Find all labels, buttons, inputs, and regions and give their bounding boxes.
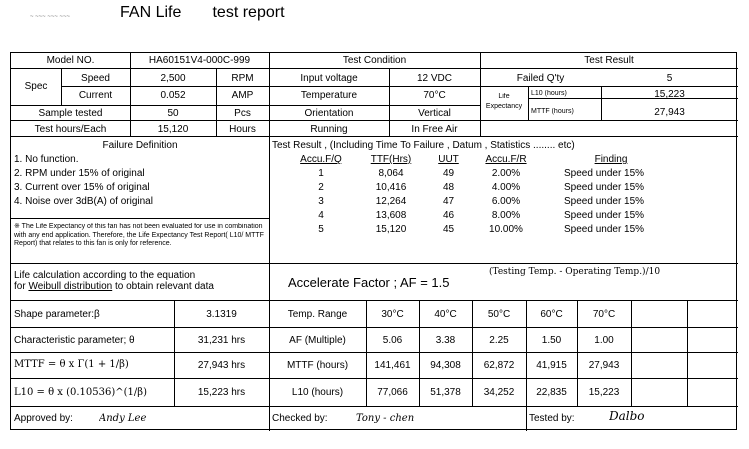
failed-qty-label: Failed Q'ty [516,73,565,84]
result-cell: Speed under 15% [564,196,645,207]
current-value: 0.052 [160,90,186,101]
result-cell: 12,264 [375,196,407,207]
orientation-value: Vertical [418,108,451,119]
l10-hours-value: 77,066 [377,387,408,398]
calc-line-2-pre: for [14,281,29,292]
mttf-hours-value: 94,308 [430,360,461,371]
l10-hours-value: 22,835 [536,387,567,398]
temp-value: 50°C [487,309,511,320]
tested-by-label: Tested by: [529,413,575,424]
temperature-value: 70°C [423,90,446,101]
mttf-hours-value: 41,915 [536,360,567,371]
af-multiple-value: 2.25 [489,335,509,346]
report-title: FAN Life test report [120,4,285,21]
test-hours-value: 15,120 [157,124,189,135]
sample-label: Sample tested [38,108,103,119]
approved-by-label: Approved by: [14,413,73,424]
result-cell: 8,064 [378,168,404,179]
failure-definition-header: Failure Definition [102,140,178,151]
af-multiple-value: 1.50 [541,335,562,346]
life-label: Life [498,93,510,100]
mttf-hours-label: MTTF (hours) [531,108,574,115]
af-multiple-value: 5.06 [382,335,403,346]
l10-hours-value: 15,223 [588,387,620,398]
speed-unit: RPM [231,73,254,84]
af-multiple-value: 3.38 [435,335,456,346]
result-cell: 4.00% [491,182,521,193]
test-hours-unit: Hours [229,124,256,135]
temp-value: 30°C [381,309,404,320]
speed-value: 2,500 [160,73,186,84]
result-cell: Speed under 15% [564,224,645,235]
weibull-link: Weibull distribution [28,281,113,292]
checked-by-label: Checked by: [272,413,328,424]
test-result-header: Test Result [584,55,634,66]
shape-parameter-label: Shape parameter:β [14,309,100,320]
test-condition-header: Test Condition [342,55,407,66]
col-finding: Finding [594,154,628,165]
model-value: HA60151V4-000C-999 [148,55,251,66]
sample-unit: Pcs [234,108,251,119]
mttf-hours-value: 27,943 [654,107,685,118]
result-cell: 49 [442,168,455,179]
report-table [10,52,737,430]
temp-range-label: Temp. Range [287,309,348,320]
running-value: In Free Air [411,124,458,135]
tested-signature: Dalbo [609,411,645,422]
mttf-hours-value: 27,943 [588,360,620,371]
mttf-hours-value: 62,872 [483,360,515,371]
af-multiple-value: 1.00 [594,335,614,346]
calc-line-1: Life calculation according to the equation [14,270,196,281]
result-cell: 45 [442,224,455,235]
model-label: Model NO. [46,55,95,66]
result-cell: Speed under 15% [564,182,645,193]
running-label: Running [310,124,348,135]
mttf-hours-row-label: MTTF (hours) [286,360,349,371]
sample-value: 50 [167,108,179,119]
life-expectancy-note: ※ The Life Expectancy of this fan has not been evaluated for use in combination with any end application. Therefore, the Life Expectancy Test Report( L10/ MTTF Report) that relates to this fan is only for reference. [14,223,264,247]
result-cell: 5 [318,224,324,235]
calc-line-2 [14,281,266,292]
input-voltage-label: Input voltage [300,73,358,84]
failure-item: 3. Current over 15% of original [14,182,150,193]
result-cell: 46 [442,210,455,221]
result-cell: 3 [318,196,324,207]
header-scribble: ~ ~~~ ~~~ ~~~ [30,14,71,20]
result-cell: 1 [318,168,324,179]
l10-hours-value: 51,378 [430,387,461,398]
calc-line-2-post: to obtain relevant data [112,281,214,292]
test-result-table-header: Test Result , (Including Time To Failure , Datum , Statistics ........ etc) [272,140,575,151]
l10-hours-row-label: L10 (hours) [291,387,344,398]
orientation-label: Orientation [304,108,354,119]
temperature-label: Temperature [300,90,358,101]
current-label: Current [78,90,113,101]
col-accu-fq: Accu.F/Q [300,154,342,165]
shape-parameter-value: 3.1319 [206,309,237,320]
temp-value: 60°C [540,309,563,320]
mttf-formula: MTTF = θ x Γ(1 + 1/β) [14,359,129,370]
result-cell: 6.00% [491,196,521,207]
result-cell: Speed under 15% [564,210,645,221]
spec-label: Spec [24,81,48,92]
result-cell: 8.00% [491,210,521,221]
speed-label: Speed [81,73,110,84]
l10-hours-value: 34,252 [483,387,515,398]
result-cell: 48 [442,182,455,193]
l10-formula-value: 15,223 hrs [197,387,246,398]
l10-formula: L10 = θ x (0.10536)^(1/β) [14,387,147,398]
expectancy-label: Expectancy [485,103,523,110]
af-formula-note: (Testing Temp. - Operating Temp.)/10 [489,267,661,277]
col-accu-fr: Accu.F/R [485,154,527,165]
result-cell: 10,416 [375,182,407,193]
l10-hours-value: 15,223 [654,89,685,100]
temp-value: 40°C [434,309,457,320]
result-cell: 2.00% [491,168,521,179]
accelerate-factor: Accelerate Factor ; AF = 1.5 [288,275,450,290]
test-hours-label: Test hours/Each [34,124,107,135]
failure-item: 1. No function. [14,154,79,165]
input-voltage-value: 12 VDC [416,73,452,84]
result-cell: 10.00% [489,224,523,235]
temp-value: 70°C [592,309,616,320]
characteristic-parameter-value: 31,231 hrs [197,335,246,346]
mttf-formula-value: 27,943 hrs [197,360,246,371]
result-cell: 2 [318,182,324,193]
l10-hours-label: L10 (hours) [531,90,567,97]
approved-signature: Andy Lee [99,413,147,424]
current-unit: AMP [231,90,254,101]
failure-item: 4. Noise over 3dB(A) of original [14,196,153,207]
mttf-hours-value: 141,461 [374,360,411,371]
result-cell: Speed under 15% [564,168,645,179]
result-cell: 4 [318,210,324,221]
failure-item: 2. RPM under 15% of original [14,168,145,179]
checked-signature: Tony - chen [356,413,415,424]
result-cell: 13,608 [375,210,407,221]
failed-qty-value: 5 [666,73,673,84]
result-cell: 15,120 [375,224,407,235]
af-multiple-label: AF (Multiple) [289,335,346,346]
col-ttf: TTF(Hrs) [370,154,412,165]
characteristic-parameter-label: Characteristic parameter; θ [14,335,135,346]
col-uut: UUT [438,154,459,165]
result-cell: 47 [442,196,455,207]
